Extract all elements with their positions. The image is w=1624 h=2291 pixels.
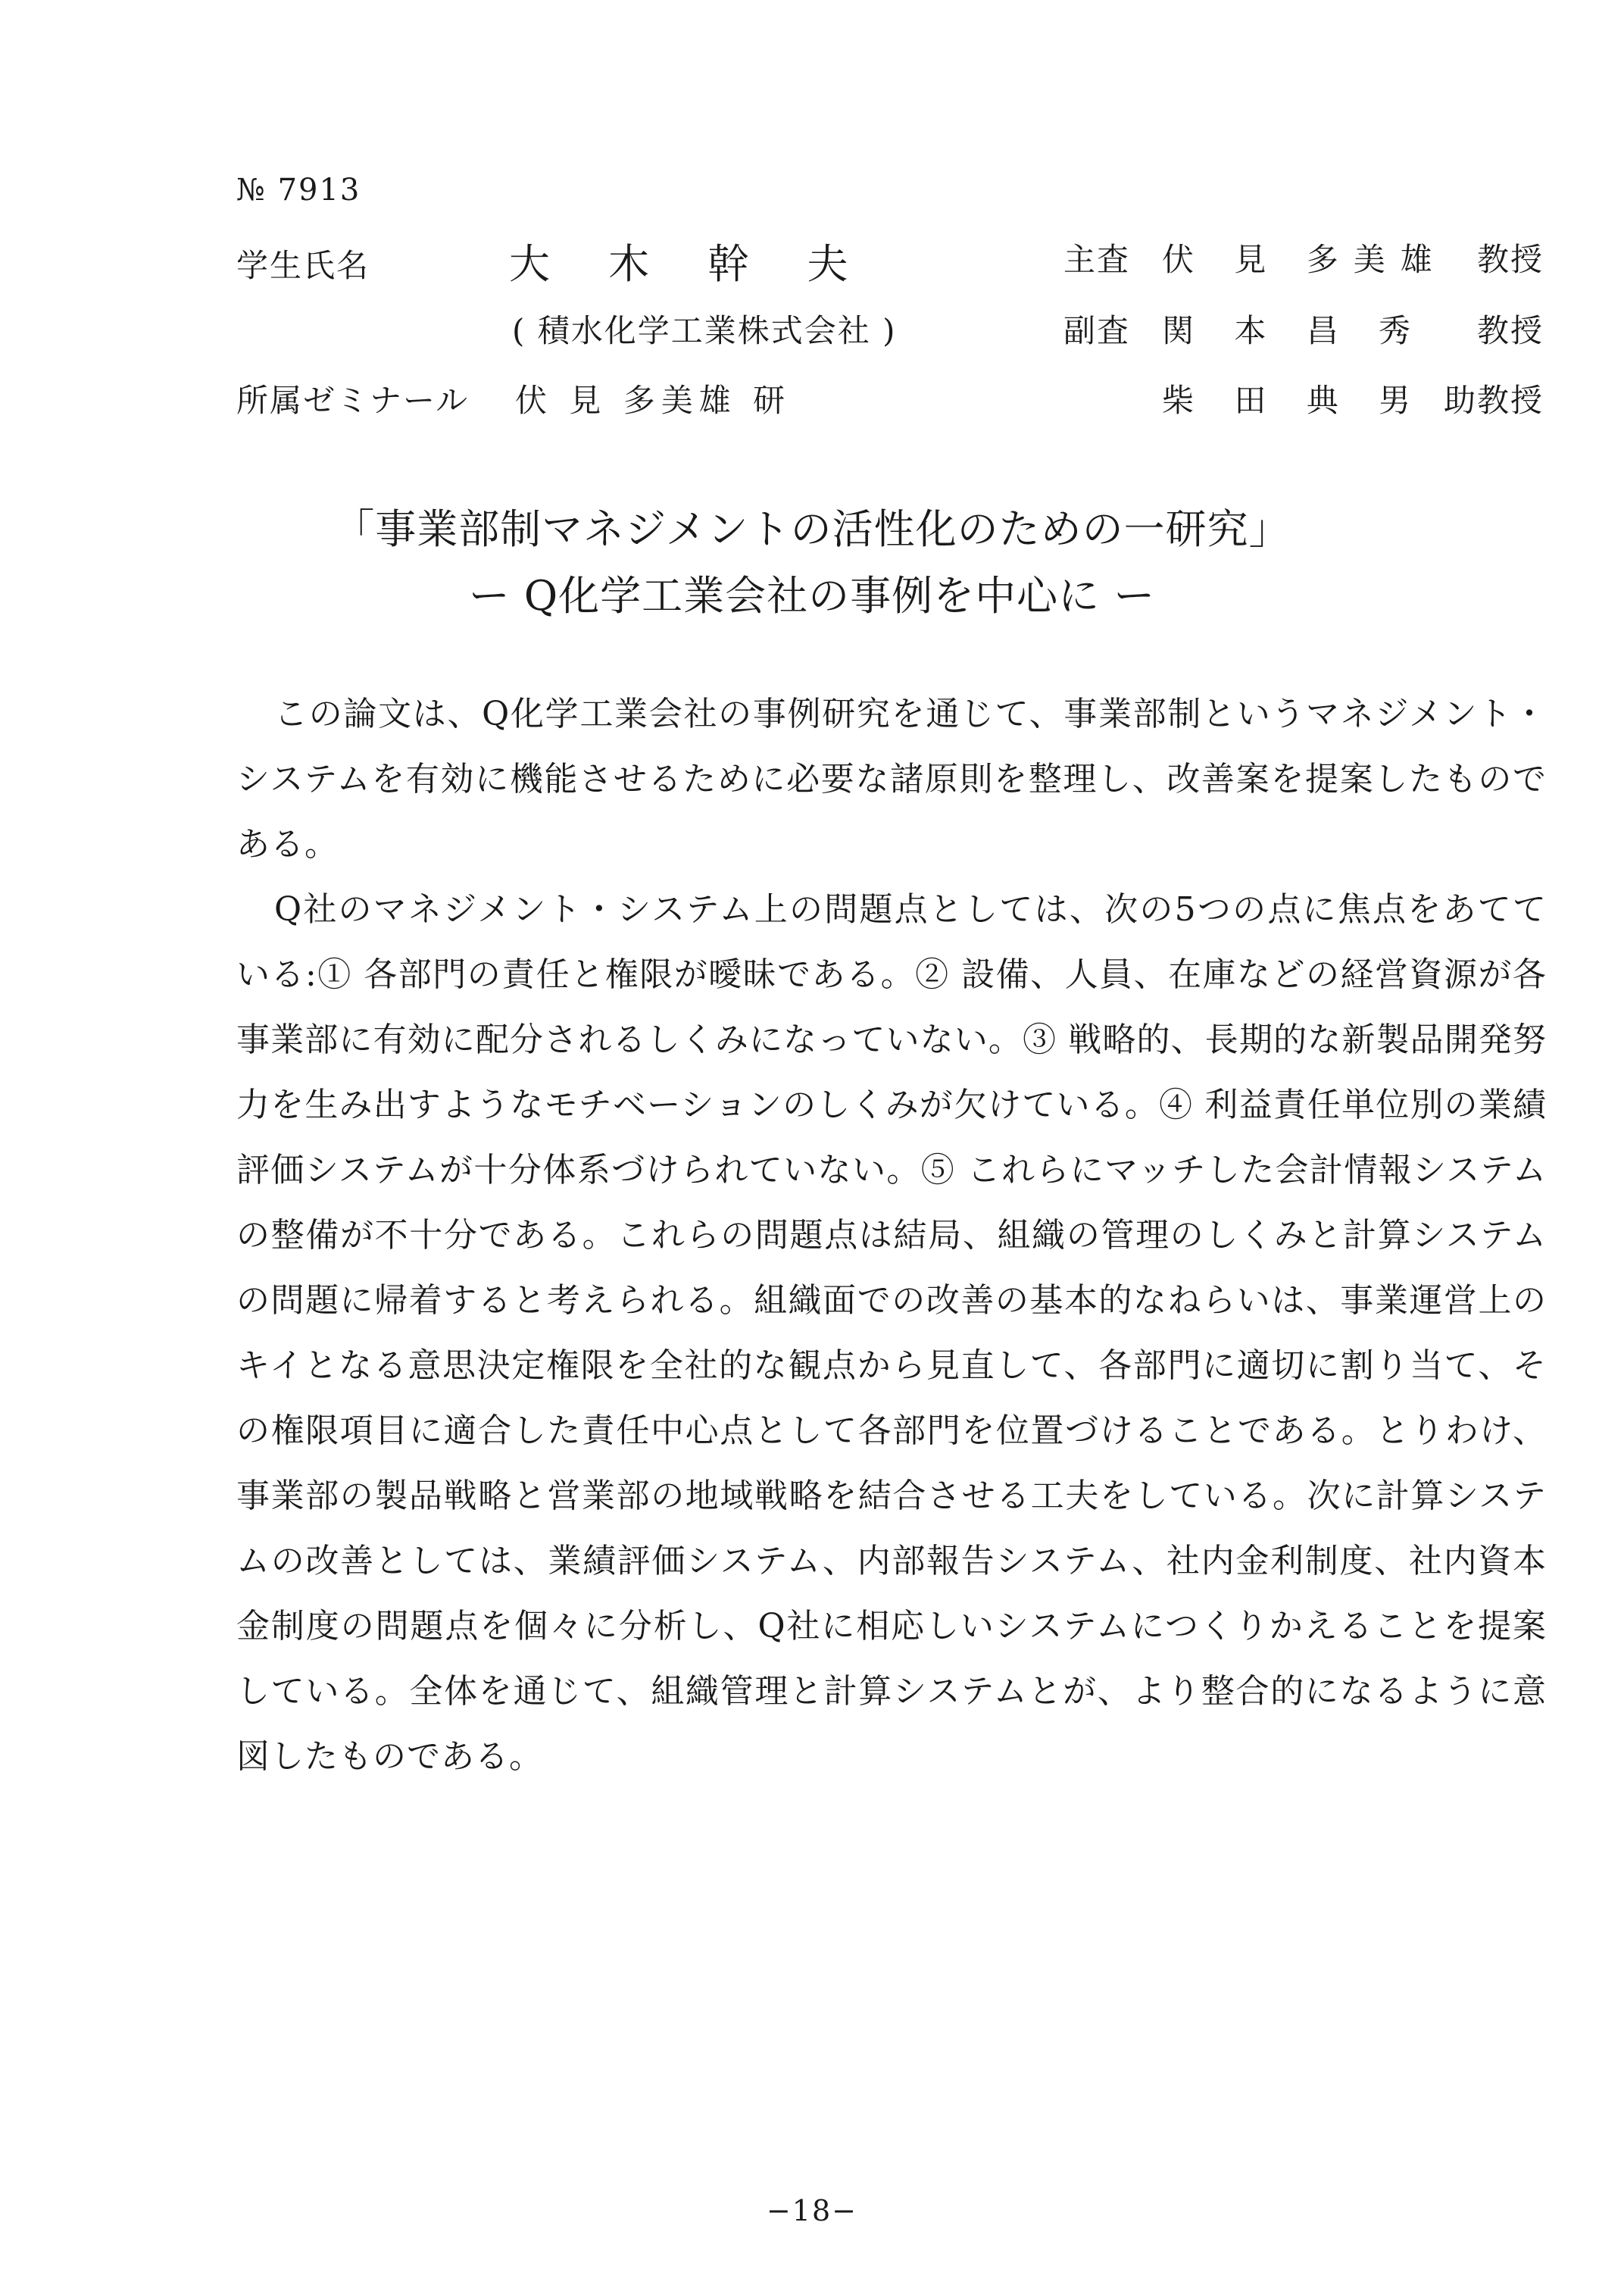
examiner-title: 教授 <box>1476 312 1544 349</box>
thesis-title: 「事業部制マネジメントの活性化のための一研究」 <box>333 505 1291 553</box>
examiner-name: 柴 田 典 男 <box>1162 382 1426 419</box>
examiner-role: 副査 <box>1063 312 1131 349</box>
student-company: ( 積水化学工業株式会社 ) <box>512 312 897 349</box>
examiner-title: 助教授 <box>1443 382 1544 419</box>
examiner-name: 関 本 昌 秀 <box>1162 312 1426 349</box>
page-number: −18− <box>766 2194 858 2227</box>
seminar-label: 所属ゼミナール <box>236 382 470 419</box>
examiner-name: 伏 見 多美雄 <box>1162 241 1448 278</box>
student-name: 大 木 幹 夫 <box>509 240 871 288</box>
abstract-paragraph: この論文は、Q化学工業会社の事例研究を通じて、事業部制というマネジメント・システムを有効に機能させるために必要な諸原則を整理し、改善案を提案したものである。 <box>236 695 1547 864</box>
abstract-paragraph: Q社のマネジメント・システム上の問題点としては、次の5つの点に焦点をあてている:① 各部門の責任と権限が曖昧である。② 設備、人員、在庫などの経営資源が各事業部に有効に配分されるしくみになっていない。③ 戦略的、長期的な新製品開発努力を生み出すようなモチベーションのしくみが欠けている。④ 利益責任単位別の業績評価システムが十分体系づけられていない。⑤ これらにマッチした会計情報システムの整備が不十分である。これらの問題点は結局、組織の管理のしくみと計算システムの問題に帰着すると考えられる。組織面での改善の基本的なねらいは、事業運営上のキイとなる意思決定権限を全社的な観点から見直して、各部門に適切に割り当て、その権限項目に適合した責任中心点として各部門を位置づけることである。とりわけ、事業部の製品戦略と営業部の地域戦略を結合させる工夫をしている。次に計算システムの改善としては、業績評価システム、内部報告システム、社内金利制度、社内資本金制度の問題点を個々に分析し、Q社に相応しいシステムにつくりかえることを提案している。全体を通じて、組織管理と計算システムとが、より整合的になるように意図したものである。 <box>236 890 1547 1776</box>
student-name-label: 学生氏名 <box>236 247 370 284</box>
examiner-title: 教授 <box>1476 241 1544 278</box>
abstract-body <box>236 682 1547 1789</box>
thesis-subtitle: ー Q化学工業会社の事例を中心に ー <box>468 572 1156 620</box>
serial-number: № 7913 <box>236 173 361 208</box>
examiner-role: 主査 <box>1063 241 1131 278</box>
seminar-value: 伏 見 多美雄 研 <box>515 382 792 419</box>
